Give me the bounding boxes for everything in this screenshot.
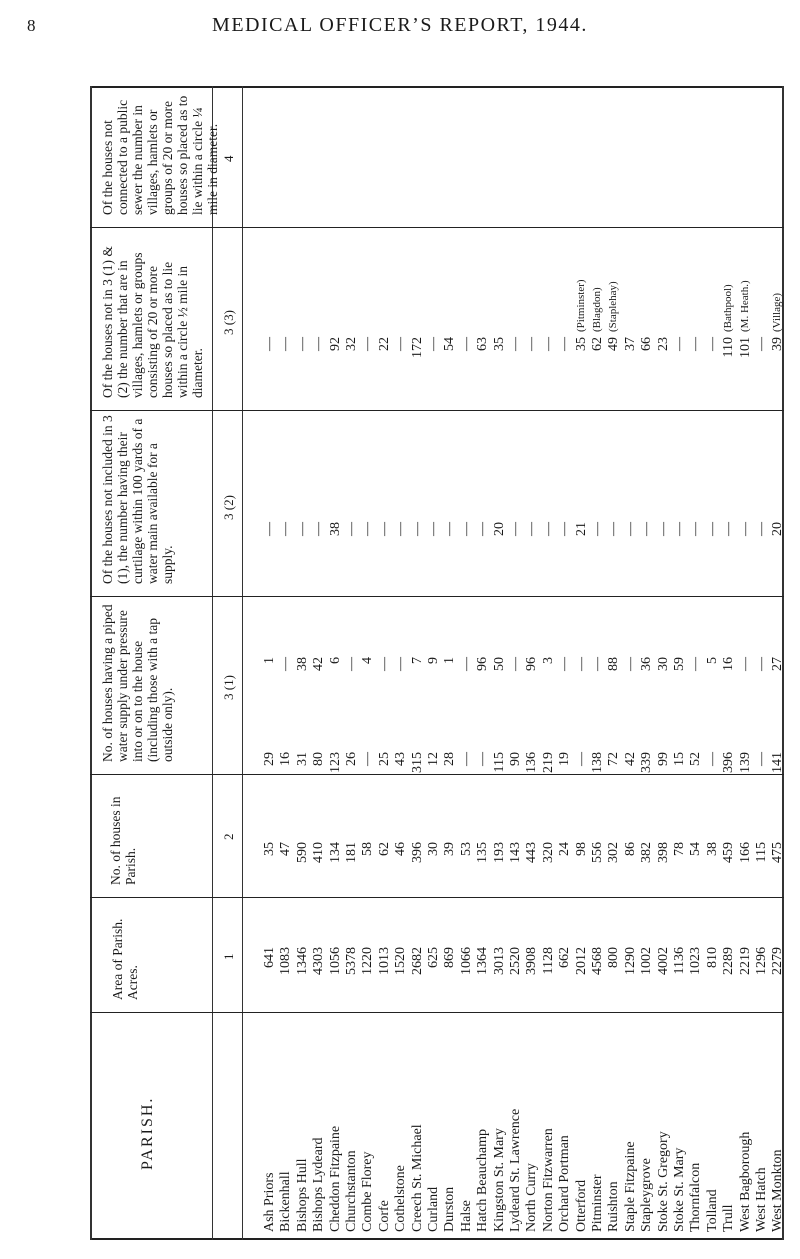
heading-piped: No. of houses having a piped water supply under pressure into or on to the house (including those with a tap outside only). [100, 604, 175, 762]
colnum-sewer: 4 [221, 155, 236, 162]
cell-near: — [508, 657, 523, 671]
table-row [656, 262, 671, 1232]
cell-area: 4002 [655, 947, 671, 975]
cell-group: — [524, 522, 540, 536]
cell-area: 641 [262, 947, 277, 968]
table-row [754, 262, 769, 1232]
cell-group: — [393, 522, 409, 536]
cell-group: 21 [573, 522, 589, 536]
cell-near: 88 [606, 657, 622, 671]
cell-piped: 339 [639, 752, 655, 773]
cell-piped: 90 [508, 752, 523, 766]
cell-parish: Norton Fitzwarren [540, 1128, 556, 1232]
cell-area: 1013 [376, 947, 392, 975]
table-row [606, 262, 621, 1232]
cell-sewer: 172 [409, 337, 425, 358]
cell-piped: 43 [393, 752, 409, 766]
colnum-groups: 3 (3) [221, 310, 236, 335]
cell-group: — [688, 522, 704, 536]
cell-group: — [639, 522, 655, 536]
cell-sewer: 62 [590, 337, 605, 351]
heading-area: Area of Parish. Acres. [110, 918, 140, 1000]
table-row [590, 262, 605, 1232]
cell-parish: Bishops Lydeard [311, 1137, 327, 1232]
cell-area: 3908 [524, 947, 540, 975]
cell-houses: 115 [754, 842, 769, 863]
cell-parish: North Curry [524, 1163, 540, 1232]
cell-houses: 46 [393, 842, 409, 856]
cell-group: — [655, 522, 671, 536]
cell-houses: 143 [508, 842, 523, 863]
cell-group: 38 [327, 522, 343, 536]
cell-houses: 38 [704, 842, 720, 856]
cell-sewer: — [524, 337, 540, 351]
table-row [672, 262, 687, 1232]
table-row [623, 262, 638, 1232]
cell-parish: Churchstanton [344, 1150, 359, 1232]
cell-near: 30 [655, 657, 671, 671]
cell-near: — [344, 657, 359, 671]
cell-sewer: 32 [344, 337, 359, 351]
cell-houses: 302 [606, 842, 622, 863]
cell-remark: (M. Heath.) [738, 280, 751, 332]
cell-group: — [344, 522, 359, 536]
cell-area: 810 [704, 947, 720, 968]
cell-houses: 62 [376, 842, 392, 856]
table-row [721, 262, 736, 1232]
cell-near: — [737, 657, 753, 671]
cell-near: 6 [327, 657, 343, 664]
cell-houses: 24 [557, 842, 573, 856]
cell-houses: 98 [573, 842, 589, 856]
table-row [770, 262, 785, 1232]
cell-houses: 78 [672, 842, 687, 856]
colnum-piped: 3 (1) [221, 675, 236, 700]
cell-piped: 123 [327, 752, 343, 773]
cell-area: 1023 [688, 947, 704, 975]
cell-near: 59 [672, 657, 687, 671]
cell-parish: West Hatch [754, 1167, 769, 1232]
cell-group: — [278, 522, 294, 536]
cell-area: 2682 [409, 947, 425, 975]
cell-near: 42 [311, 657, 327, 671]
cell-parish: Combe Florey [360, 1151, 376, 1232]
cell-parish: Pitminster [590, 1174, 605, 1232]
cell-group: — [540, 522, 556, 536]
cell-near: 27 [770, 657, 786, 671]
cell-group: — [294, 522, 310, 536]
cell-area: 1520 [393, 947, 409, 975]
cell-remark: (Blagdon) [591, 287, 603, 332]
cell-near: 1 [262, 657, 277, 664]
cell-houses: 58 [360, 842, 376, 856]
cell-area: 4568 [590, 947, 605, 975]
cell-piped: 396 [721, 752, 737, 773]
heading-groups: Of the houses not in 3 (1) & (2) the number that are in villages, hamlets or groups consisting of 20 or more houses so placed as to lie within a circle ½ mile in diameter. [100, 246, 205, 398]
cell-group: — [754, 522, 769, 536]
cell-piped: 15 [672, 752, 687, 766]
left-rule [90, 86, 92, 1240]
cell-area: 4303 [311, 947, 327, 975]
cell-group: — [721, 522, 737, 536]
heading-houses: No. of houses in Parish. [108, 796, 138, 885]
table-row [475, 262, 490, 1232]
cell-group: — [458, 522, 474, 536]
table-row [311, 262, 326, 1232]
cell-parish: Durston [442, 1186, 458, 1232]
cell-houses: 556 [590, 842, 605, 863]
cell-area: 1056 [327, 947, 343, 975]
cell-parish: Ash Priors [262, 1172, 277, 1232]
colnum-houses: 2 [221, 833, 236, 840]
cell-group: — [360, 522, 376, 536]
cell-piped: — [704, 752, 720, 766]
cell-area: 2520 [508, 947, 523, 975]
cell-parish: Staple Fitzpaine [622, 1141, 638, 1232]
table-row [574, 262, 589, 1232]
top-rule [90, 86, 784, 88]
cell-parish: Bickenhall [278, 1171, 294, 1232]
cell-houses: 320 [540, 842, 556, 863]
cell-group: — [622, 522, 638, 536]
cell-piped: 26 [344, 752, 359, 766]
cell-piped: — [573, 752, 589, 766]
cell-houses: 86 [622, 842, 638, 856]
cell-near: 36 [639, 657, 655, 671]
cell-sewer: 54 [442, 337, 458, 351]
table-row [639, 262, 654, 1232]
cell-piped: 138 [590, 752, 605, 773]
cell-sewer: — [311, 337, 327, 351]
cell-area: 800 [606, 947, 622, 968]
cell-remark: (Staplehay) [607, 281, 620, 332]
page-number: 8 [27, 16, 36, 35]
cell-houses: 54 [688, 842, 704, 856]
cell-group: — [376, 522, 392, 536]
table-row [328, 262, 343, 1232]
cell-remark: (Pitminster) [574, 279, 587, 332]
number-divider [242, 86, 243, 1240]
heading-sewer: Of the houses not connected to a public sewer the number in villages, hamlets or groups of 20 or more houses so placed as to lie within a circle ¼ mile in diameter. [100, 95, 220, 215]
cell-sewer: — [557, 337, 573, 351]
cell-piped: 25 [376, 752, 392, 766]
cell-near: 4 [360, 657, 376, 664]
cell-sewer: 37 [622, 337, 638, 351]
cell-area: 625 [426, 947, 441, 968]
cell-near: — [688, 657, 704, 671]
cell-group: — [737, 522, 753, 536]
cell-group: — [606, 522, 622, 536]
cell-parish: Bishops Hull [294, 1158, 310, 1232]
cell-piped: 52 [688, 752, 704, 766]
cell-parish: Creech St. Michael [409, 1124, 425, 1232]
cell-piped: — [475, 752, 491, 766]
cell-sewer: 101 [737, 337, 753, 358]
cell-group: — [262, 522, 277, 536]
cell-area: 1290 [622, 947, 638, 975]
cell-sewer: — [672, 337, 687, 351]
colnum-area: 1 [221, 953, 236, 960]
cell-parish: Thornfalcon [688, 1162, 704, 1232]
bottom-rule [90, 1238, 784, 1240]
cell-sewer: — [540, 337, 556, 351]
cell-sewer: — [458, 337, 474, 351]
cell-near: 5 [704, 657, 720, 664]
cell-sewer: — [360, 337, 376, 351]
table-row [492, 262, 507, 1232]
cell-area: 869 [442, 947, 458, 968]
cell-near: 96 [475, 657, 491, 671]
cell-houses: 398 [655, 842, 671, 863]
cell-near: — [278, 657, 294, 671]
cell-sewer: — [426, 337, 441, 351]
cell-sewer: — [278, 337, 294, 351]
heading-parish: PARISH. [139, 1096, 156, 1170]
cell-area: 2219 [737, 947, 753, 975]
cell-parish: Otterford [573, 1179, 589, 1232]
cell-near: — [573, 657, 589, 671]
cell-sewer: — [294, 337, 310, 351]
cell-group: 20 [770, 522, 786, 536]
cell-remark: (Bathpool) [722, 284, 735, 332]
cell-piped: — [754, 752, 769, 766]
cell-near: — [458, 657, 474, 671]
heading-near-main: Of the houses not included in 3 (1), the number having their curtilage within 100 yards of a water main available for a supply. [100, 415, 175, 584]
cell-piped: 29 [262, 752, 277, 766]
cell-sewer: 49 [606, 337, 622, 351]
cell-parish: Cheddon Fitzpaine [327, 1125, 343, 1232]
cell-group: — [475, 522, 491, 536]
cell-piped: 141 [770, 752, 786, 773]
cell-sewer: 23 [655, 337, 671, 351]
cell-area: 1364 [475, 947, 491, 975]
colnum-near-main: 3 (2) [221, 495, 236, 520]
table-row [442, 262, 457, 1232]
table-row [738, 262, 753, 1232]
cell-piped: 136 [524, 752, 540, 773]
heading-divider [212, 86, 213, 1240]
cell-sewer: — [704, 337, 720, 351]
cell-piped: 139 [737, 752, 753, 773]
cell-houses: 35 [262, 842, 277, 856]
cell-group: — [426, 522, 441, 536]
cell-near: 16 [721, 657, 737, 671]
cell-houses: 181 [344, 842, 359, 863]
table-row [426, 262, 441, 1232]
cell-houses: 135 [475, 842, 491, 863]
cell-near: 38 [294, 657, 310, 671]
cell-piped: 115 [491, 752, 507, 773]
cell-area: 1066 [458, 947, 474, 975]
cell-piped: 12 [426, 752, 441, 766]
cell-group: — [590, 522, 605, 536]
table-row [295, 262, 310, 1232]
cell-area: 2289 [721, 947, 737, 975]
cell-sewer: 63 [475, 337, 491, 351]
cell-area: 662 [557, 947, 573, 968]
cell-sewer: 39 [770, 337, 786, 351]
cell-area: 2012 [573, 947, 589, 975]
cell-houses: 410 [311, 842, 327, 863]
page-title: MEDICAL OFFICER’S REPORT, 1944. [212, 14, 588, 36]
cell-sewer: — [262, 337, 277, 351]
cell-near: 96 [524, 657, 540, 671]
cell-piped: — [458, 752, 474, 766]
cell-piped: — [360, 752, 376, 766]
cell-houses: 382 [639, 842, 655, 863]
cell-piped: 19 [557, 752, 573, 766]
cell-parish: Stapleygrove [639, 1158, 655, 1232]
cell-piped: 16 [278, 752, 294, 766]
cell-parish: Lydeard St. Lawrence [508, 1108, 523, 1232]
cell-houses: 590 [294, 842, 310, 863]
cell-near: — [557, 657, 573, 671]
cell-piped: 28 [442, 752, 458, 766]
cell-near: — [376, 657, 392, 671]
cell-sewer: — [508, 337, 523, 351]
cell-near: 9 [426, 657, 441, 664]
cell-remark: (Village) [771, 292, 784, 332]
cell-sewer: 22 [376, 337, 392, 351]
cell-houses: 459 [721, 842, 737, 863]
cell-houses: 47 [278, 842, 294, 856]
cell-near: — [393, 657, 409, 671]
cell-sewer: — [688, 337, 704, 351]
table-row [360, 262, 375, 1232]
cell-houses: 53 [458, 842, 474, 856]
cell-area: 3013 [491, 947, 507, 975]
cell-sewer: 35 [573, 337, 589, 351]
cell-group: — [409, 522, 425, 536]
cell-area: 1346 [294, 947, 310, 975]
cell-area: 5378 [344, 947, 359, 975]
cell-group: — [704, 522, 720, 536]
cell-group: — [672, 522, 687, 536]
cell-group: 20 [491, 522, 507, 536]
cell-parish: Stoke St. Mary [672, 1147, 687, 1232]
cell-near: — [754, 657, 769, 671]
cell-piped: 315 [409, 752, 425, 773]
cell-houses: 443 [524, 842, 540, 863]
table-row [459, 262, 474, 1232]
cell-near: — [590, 657, 605, 671]
cell-houses: 30 [426, 842, 441, 856]
cell-parish: West Monkton [770, 1149, 786, 1232]
table-row [377, 262, 392, 1232]
cell-sewer: 35 [491, 337, 507, 351]
cell-sewer: — [754, 337, 769, 351]
cell-piped: 80 [311, 752, 327, 766]
cell-sewer: 92 [327, 337, 343, 351]
cell-sewer: — [393, 337, 409, 351]
cell-parish: Orchard Portman [557, 1135, 573, 1232]
cell-parish: Trull [721, 1204, 737, 1232]
table-row [688, 262, 703, 1232]
cell-parish: Halse [458, 1200, 474, 1232]
cell-houses: 193 [491, 842, 507, 863]
cell-group: — [557, 522, 573, 536]
table-row [344, 262, 359, 1232]
cell-area: 2279 [770, 947, 786, 975]
cell-area: 1136 [672, 947, 687, 975]
cell-parish: Kingston St. Mary [491, 1128, 507, 1232]
cell-near: 50 [491, 657, 507, 671]
cell-parish: Cothelstone [393, 1165, 409, 1232]
cell-near: 1 [442, 657, 458, 664]
cell-houses: 134 [327, 842, 343, 863]
cell-parish: Curland [426, 1186, 441, 1232]
cell-area: 1002 [639, 947, 655, 975]
cell-piped: 31 [294, 752, 310, 766]
cell-parish: West Bagborough [737, 1131, 753, 1232]
table-row [262, 262, 277, 1232]
cell-near: 7 [409, 657, 425, 664]
table-row [557, 262, 572, 1232]
cell-area: 1083 [278, 947, 294, 975]
cell-houses: 396 [409, 842, 425, 863]
cell-parish: Stoke St. Gregory [655, 1131, 671, 1232]
cell-piped: 72 [606, 752, 622, 766]
cell-parish: Tolland [704, 1189, 720, 1232]
cell-parish: Corfe [376, 1200, 392, 1232]
cell-parish: Ruishton [606, 1181, 622, 1232]
cell-group: — [311, 522, 327, 536]
cell-piped: 42 [622, 752, 638, 766]
table-row [278, 262, 293, 1232]
cell-houses: 39 [442, 842, 458, 856]
table-row [541, 262, 556, 1232]
cell-near: — [622, 657, 638, 671]
table-row [705, 262, 720, 1232]
cell-sewer: 66 [639, 337, 655, 351]
cell-area: 1296 [754, 947, 769, 975]
cell-sewer: 110 [721, 337, 737, 358]
table-row [508, 262, 523, 1232]
table-row [524, 262, 539, 1232]
cell-area: 1220 [360, 947, 376, 975]
cell-houses: 475 [770, 842, 786, 863]
cell-near: 3 [540, 657, 556, 664]
cell-houses: 166 [737, 842, 753, 863]
cell-piped: 219 [540, 752, 556, 773]
cell-area: 1128 [540, 947, 556, 975]
cell-piped: 99 [655, 752, 671, 766]
table-row [393, 262, 408, 1232]
cell-parish: Hatch Beauchamp [475, 1128, 491, 1232]
cell-group: — [442, 522, 458, 536]
cell-group: — [508, 522, 523, 536]
table-row [410, 262, 425, 1232]
